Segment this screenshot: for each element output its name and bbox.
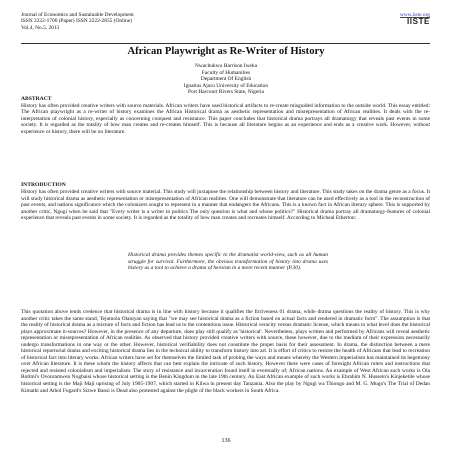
block-quote: Historical drama provides themes specific to the dramatist world-view, such as all human struggle for survival. Furthermore, the obvious transformation of history into drama uses history as a tool to achieve a drama of heroism in a more recent manner (P.30). — [128, 252, 328, 271]
abstract-heading: ABSTRACT — [21, 96, 52, 102]
main-body-section — [21, 309, 430, 394]
author-faculty: Faculty of Humanities — [201, 69, 251, 76]
page-number: 136 — [221, 438, 231, 444]
iiste-logo-icon: IISTE — [406, 17, 430, 27]
header-divider — [21, 43, 430, 44]
introduction-section — [21, 189, 430, 222]
journal-header — [21, 12, 134, 31]
introduction-text: History has often provided creative writers with source material. This study will juxtapose the relationship between history and literature. This study takes on the drama genre as a focus. It will study historical drama as aesthetic representation or misrepresentation of African realities. One will demonstrate that literature can be used effectively as a tool in the reconstruction of past events, and nations significance which the colonizers sought to represent in a manner that endangers the Africans. This is a known fact in African literary sphere. This is supported by another critic, Ngugi when he said that "Every writer is a writer in politics The only question is what and whose politics?" Historical drama portray all dramaturgy-features of colonial experience that reveals past events in some society. It is regarded as the totality of how man creates and recreates himself. According to Micheal Etherton: — [21, 189, 430, 222]
journal-url-link[interactable]: www.iiste.org — [399, 12, 430, 18]
author-university: Ignatius Ajuru University of Education — [183, 82, 269, 89]
paper-title: African Playwright as Re-Writer of History — [127, 46, 325, 57]
author-department: Department Of English — [200, 76, 252, 83]
journal-issn: ISSN 2222-1700 (Paper) ISSN 2222-2855 (Online) — [21, 18, 132, 25]
journal-branding — [370, 12, 430, 27]
author-name: Nwachukwu Harrison Iweka — [195, 63, 257, 69]
abstract-section — [21, 96, 430, 135]
main-body-text: This quotation above lends credence that historical drama is in line with history because it qualifies the fictiveness 01 drama, while drama questions the reality of history. This is why another critic takes the same stand, Tejumola Olaniyan saying that "we may see historical drama as a fiction based on actual facts and rendered in dramatic form". The assumption is that the reality of historical drama as a mixture of facts and fiction has lead us to the contentious issue. Historical veracity versus dramatic license, which means to what level does the historical plays approximate it-sources? However, in the presence of any departure, does play still qualify as 'historical'. Nevertheless, plays written and performed by Africans will reveal aesthetic representation or misrepresentation of African realities. As observed that history provided creative writers with source, these however, due to the medium of their expression necessarily undergo transformations in one way or the other. However, historical verifiability does not constitute the proper basis for their assessment. In drama, the distinction between a mere historical reportorial drama and exciting historical drama lies in the technical ability to transform history into art. It is effort of critics to restore the health of Africans that lead to recreation of historical fact into literary works. African writers have set for themselves the limited task of probing the ways and means whereby the Western imperialism has maintained its hegemony over African literature. It is these whom the history affects that can best explain the intricate of such history. However there were cases of foresight African rulers and instructions that rejected and resisted colonialism and imperialism. The story of resistance and incarceration found itself in eventually of; African nations. An example of West African such works is Ola Rotimi's Ovonramwen Nogbaisi whose historical setting is the Benin Kingdom in the late 19th century. An East African example of such works is Ebrahim N. Hussein's Kinjeketile whose historical setting is the Maji Maji uprising of July 1905-1907, which started in Kilwa in present day Tanzania. Also the play by Ngugi wa Thiongo and M. G. Mugo's The Trial of Dedan Kimathi and Athol Fugard's Sizwe Bansi is Dead also protested against the plight of the black workers in South Africa. — [21, 309, 430, 394]
abstract-text: History has often provided creative writers with source materials. African writers have used historical artifacts to re-create misguided information to the outside world. This essay entitled: The African playwright as a re-writer of history examines the African Historical drama as aesthetic representation and misrepresentation of African realities. It deals with the re-interpretation of colonial history, especially as concerning conquest and resistance. This paper concludes that historical drama portrays all dramaturgy that reveals past events in some society. It is regarded as the totality of how man creates and re-creates himself. This is because all literature begins as an experience and ends as a creative work. However, without experience or history, there will be no literature. — [21, 102, 430, 135]
introduction-heading: INTRODUCTION — [21, 182, 66, 188]
author-block — [0, 63, 452, 96]
author-city: Port Harcourt Rivers State, Nigeria — [188, 89, 264, 96]
journal-name: Journal of Economics and Sustainable Development — [21, 12, 134, 18]
journal-volume: Vol.4, No.5, 2013 — [21, 24, 60, 31]
